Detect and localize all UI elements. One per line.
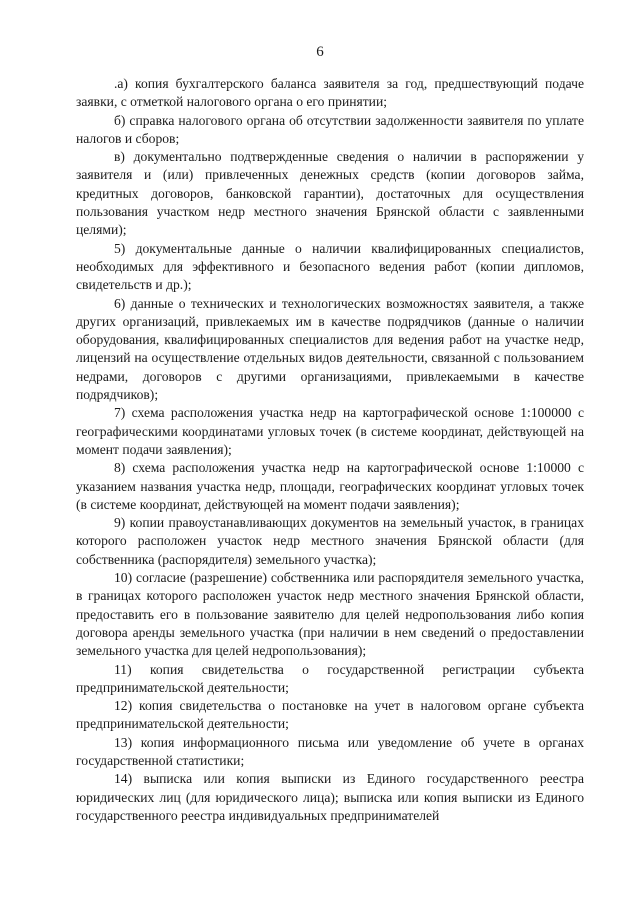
paragraph-8-scheme-10000: 8) схема расположения участка недр на картографической основе 1:10000 с указанием названия участка недр, площади, географических координат угловых точек (в системе координат, действующей на момент подачи заявления); <box>76 460 584 512</box>
paragraph-5-specialists: 5) документальные данные о наличии квалифицированных специалистов, необходимых для эффективного и безопасного ведения работ (копии дипломов, свидетельств и др.); <box>76 240 584 293</box>
paragraph-9-land-documents: 9) копии правоустанавливающих документов на земельный участок, в границах которого расположен участок недр местного значения Брянской области (для собственника (распорядителя) земельного участка); <box>76 515 584 567</box>
paragraph-10-owner-consent: 10) согласие (разрешение) собственника или распорядителя земельного участка, в границах которого расположен участок недр местного значения Брянской области, предоставить его в пользование заявителю для целей недропользования либо копия договора аренды земельного участка (при наличии в нем сведений о предоставлении земельного участка для целей недропользования); <box>76 570 584 659</box>
paragraph-13-statistics-letter: 13) копия информационного письма или уведомление об учете в органах государственной статистики; <box>76 734 584 768</box>
paragraph-7-scheme-100000: 7) схема расположения участка недр на картографической основе 1:100000 с географическими координатами угловых точек (в системе координат, действующей на момент подачи заявления); <box>76 405 584 457</box>
page-number: 6 <box>316 44 324 60</box>
paragraph-b-tax-certificate: б) справка налогового органа об отсутствии задолженности заявителя по уплате налогов и сборов; <box>76 112 584 146</box>
paragraph-12-tax-registration: 12) копия свидетельства о постановке на учет в налоговом органе субъекта предпринимательской деятельности; <box>76 698 584 732</box>
document-body <box>76 75 584 825</box>
paragraph-11-registration-certificate: 11) копия свидетельства о государственной регистрации субъекта предпринимательской деятельности; <box>76 661 584 695</box>
paragraph-v-financial-means: в) документально подтвержденные сведения о наличии в распоряжении у заявителя и (или) привлеченных денежных средств (копии договоров займа, кредитных договоров, банковской гарантии), достаточных для осуществления пользования участком недр местного значения Брянской области с заявленными целями); <box>76 149 584 238</box>
paragraph-6-technical-capabilities: 6) данные о технических и технологических возможностях заявителя, а также других организаций, привлекаемых им в качестве подрядчиков (данные о наличии оборудования, квалифицированных специалистов для ведения работ на участке недр, лицензий на осуществление отдельных видов деятельности, связанной с пользованием недрами, договоров с другими организациями, привлекаемыми в качестве подрядчиков); <box>76 295 584 403</box>
paragraph-a-balance-sheet: .а) копия бухгалтерского баланса заявителя за год, предшествующий подаче заявки, с отметкой налогового органа о его принятии; <box>76 76 584 110</box>
paragraph-14-register-extract: 14) выписка или копия выписки из Единого государственного реестра юридических лиц (для юридического лица); выписка или копия выписки из Единого государственного реестра индивидуальных предпринимателей <box>76 771 584 823</box>
